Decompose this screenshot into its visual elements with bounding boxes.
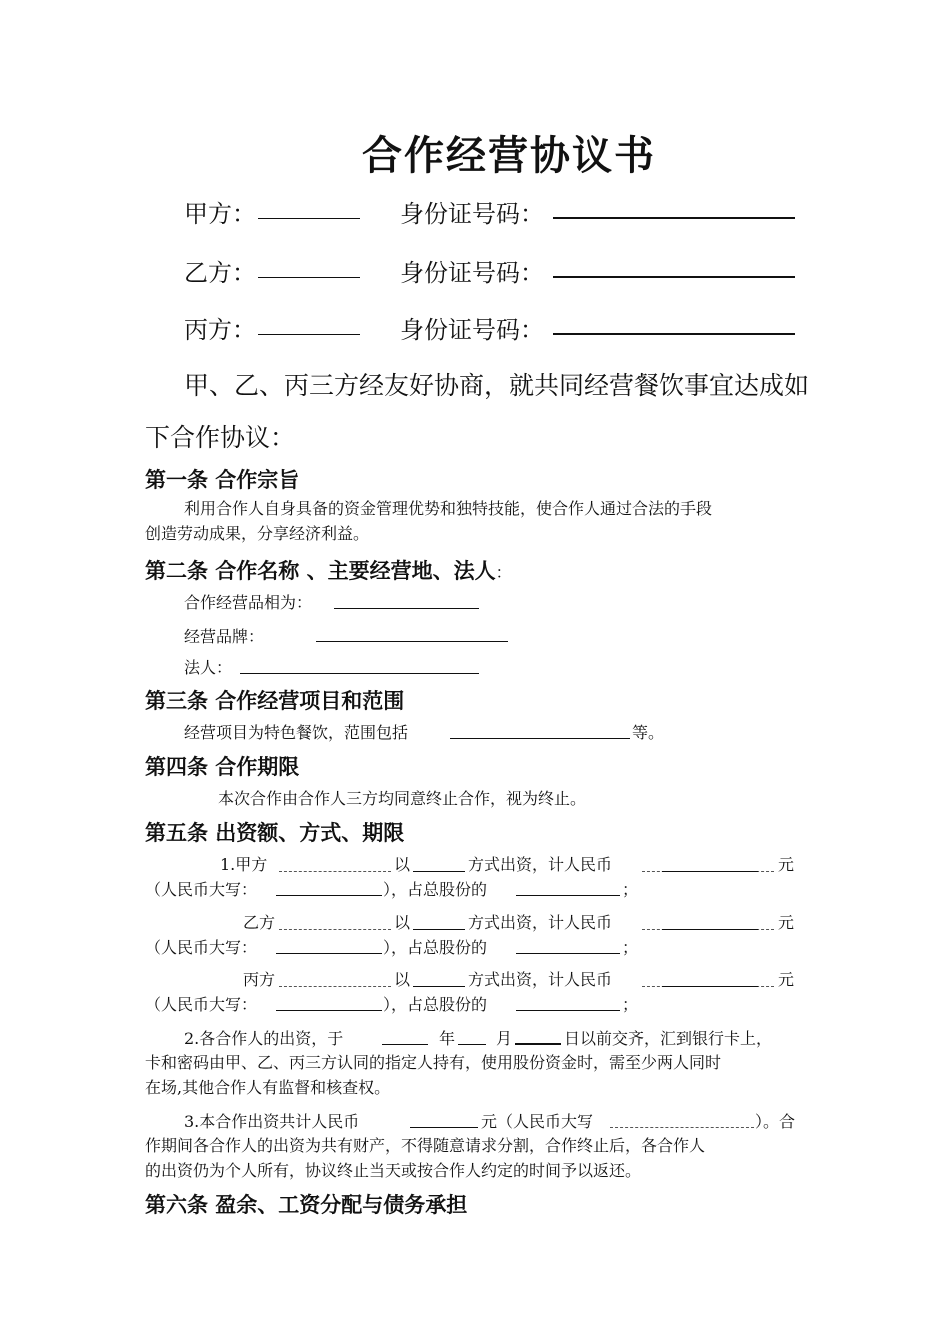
article-1-line-1: 利用合作人自身具备的资金管理优势和独特技能，使合作人通过合法的手段 [184, 499, 713, 518]
article-4-heading: 第四条 合作期限 [145, 754, 300, 779]
party-c-id-label: 身份证号码： [400, 316, 544, 344]
article-2-heading-colon: ： [495, 563, 512, 582]
contribution-party-a: 1.甲方 [220, 855, 268, 874]
contribution-b-method-blank[interactable] [413, 929, 465, 930]
p2-text-day: 日以前交齐，汇到银行卡上， [564, 1029, 773, 1048]
p3-capital-blank[interactable] [610, 1127, 754, 1128]
document-title: 合作经营协议书 [362, 132, 656, 179]
p2-text-a: 2.各合作人的出资，于 [184, 1029, 344, 1048]
contribution-a-amount-blank-solid [662, 871, 758, 872]
contribution-b-with: 以 [394, 913, 411, 932]
party-c-id-blank[interactable] [553, 333, 795, 335]
product-name-label: 合作经营品相为： [184, 593, 313, 612]
p2-text-month: 月 [496, 1029, 513, 1048]
contribution-a-share-blank[interactable] [516, 895, 620, 896]
article-5-heading: 第五条 出资额、方式、期限 [145, 820, 405, 845]
contribution-a-method-blank[interactable] [413, 871, 465, 872]
article-3-text-after: 等。 [632, 723, 665, 742]
contribution-a-unit: 元 [778, 855, 795, 874]
contribution-c-end: ； [622, 995, 639, 1014]
article-2-heading: 第二条 合作名称 、主要经营地、法人 [145, 558, 496, 583]
contribution-a-capital-blank[interactable] [276, 895, 382, 896]
contribution-b-unit: 元 [778, 913, 795, 932]
legal-person-blank[interactable] [240, 673, 479, 674]
article-3-heading: 第三条 合作经营项目和范围 [145, 688, 405, 713]
contribution-c-method-blank[interactable] [413, 986, 465, 987]
party-b-id-label: 身份证号码： [400, 259, 544, 287]
p2-line-2: 卡和密码由甲、乙、丙三方认同的指定人持有，使用股份资金时，需至少两人同时 [145, 1053, 722, 1072]
brand-blank[interactable] [316, 641, 508, 642]
contribution-b-capital-blank[interactable] [276, 953, 382, 954]
p2-day-blank[interactable] [515, 1043, 561, 1045]
article-2-heading-row [145, 555, 512, 585]
p3-amount-blank[interactable] [410, 1127, 478, 1128]
contribution-b-capital-label: （人民币大写： [145, 938, 258, 957]
p3-text-b: 元（人民币大写 [481, 1112, 594, 1131]
contribution-a-capital-label: （人民币大写： [145, 880, 258, 899]
contribution-a-method: 方式出资，计人民币 [468, 855, 613, 874]
article-6-heading: 第六条 盈余、工资分配与债务承担 [145, 1192, 468, 1217]
contribution-b-detail-blank[interactable] [279, 929, 391, 930]
intro-line-1: 甲、乙、丙三方经友好协商，就共同经营餐饮事宜达成如 [184, 371, 810, 400]
contribution-c-with: 以 [394, 970, 411, 989]
contribution-c-amount-blank-solid [662, 986, 758, 987]
p2-text-year: 年 [439, 1029, 456, 1048]
p2-line-3: 在场,其他合作人有监督和核查权。 [145, 1078, 391, 1097]
contribution-party-b: 乙方 [243, 913, 276, 932]
p3-line-2: 作期间各合作人的出资为共有财产，不得随意请求分割，合作终止后，各合作人 [145, 1136, 706, 1155]
p3-line-3: 的出资仍为个人所有，协议终止当天或按合作人约定的时间予以返还。 [145, 1161, 642, 1180]
party-a-label: 甲方： [184, 200, 256, 228]
p2-year-blank[interactable] [382, 1044, 428, 1045]
product-name-blank[interactable] [334, 608, 479, 609]
article-1-heading: 第一条 合作宗旨 [145, 467, 300, 492]
contribution-c-detail-blank[interactable] [279, 986, 391, 987]
party-a-id-blank[interactable] [553, 217, 795, 219]
contribution-b-amount-blank-solid [662, 929, 758, 930]
article-1-line-2: 创造劳动成果，分享经济利益。 [145, 524, 370, 543]
article-3-text-before: 经营项目为特色餐饮，范围包括 [184, 723, 409, 742]
contribution-a-with: 以 [394, 855, 411, 874]
contribution-c-share-label: ），占总股份的 [383, 995, 488, 1014]
contribution-c-capital-label: （人民币大写： [145, 995, 258, 1014]
brand-label: 经营品牌： [184, 627, 265, 646]
contribution-a-end: ； [622, 880, 639, 899]
contribution-b-share-blank[interactable] [516, 953, 620, 954]
party-b-id-blank[interactable] [553, 276, 795, 278]
intro-line-2: 下合作协议： [145, 423, 296, 452]
p3-text-a: 3.本合作出资共计人民币 [184, 1112, 360, 1131]
business-scope-blank[interactable] [450, 738, 630, 739]
contribution-b-end: ； [622, 938, 639, 957]
contribution-c-capital-blank[interactable] [276, 1010, 382, 1011]
party-a-name-blank[interactable] [258, 218, 360, 219]
contribution-b-share-label: ），占总股份的 [383, 938, 488, 957]
p3-text-c: ）。合 [755, 1112, 796, 1131]
p2-month-blank[interactable] [458, 1044, 486, 1045]
contribution-a-detail-blank[interactable] [279, 871, 391, 872]
party-c-name-blank[interactable] [258, 334, 360, 335]
article-4-text: 本次合作由合作人三方均同意终止合作，视为终止。 [218, 789, 587, 808]
party-b-name-blank[interactable] [258, 277, 360, 278]
contribution-party-c: 丙方 [243, 970, 276, 989]
party-b-label: 乙方： [184, 259, 256, 287]
contribution-c-share-blank[interactable] [516, 1010, 620, 1011]
contribution-b-method: 方式出资，计人民币 [468, 913, 613, 932]
legal-person-label: 法人： [184, 658, 233, 677]
contribution-c-unit: 元 [778, 970, 795, 989]
contribution-c-method: 方式出资，计人民币 [468, 970, 613, 989]
party-c-label: 丙方： [184, 316, 256, 344]
party-a-id-label: 身份证号码： [400, 200, 544, 228]
contribution-a-share-label: ），占总股份的 [383, 880, 488, 899]
